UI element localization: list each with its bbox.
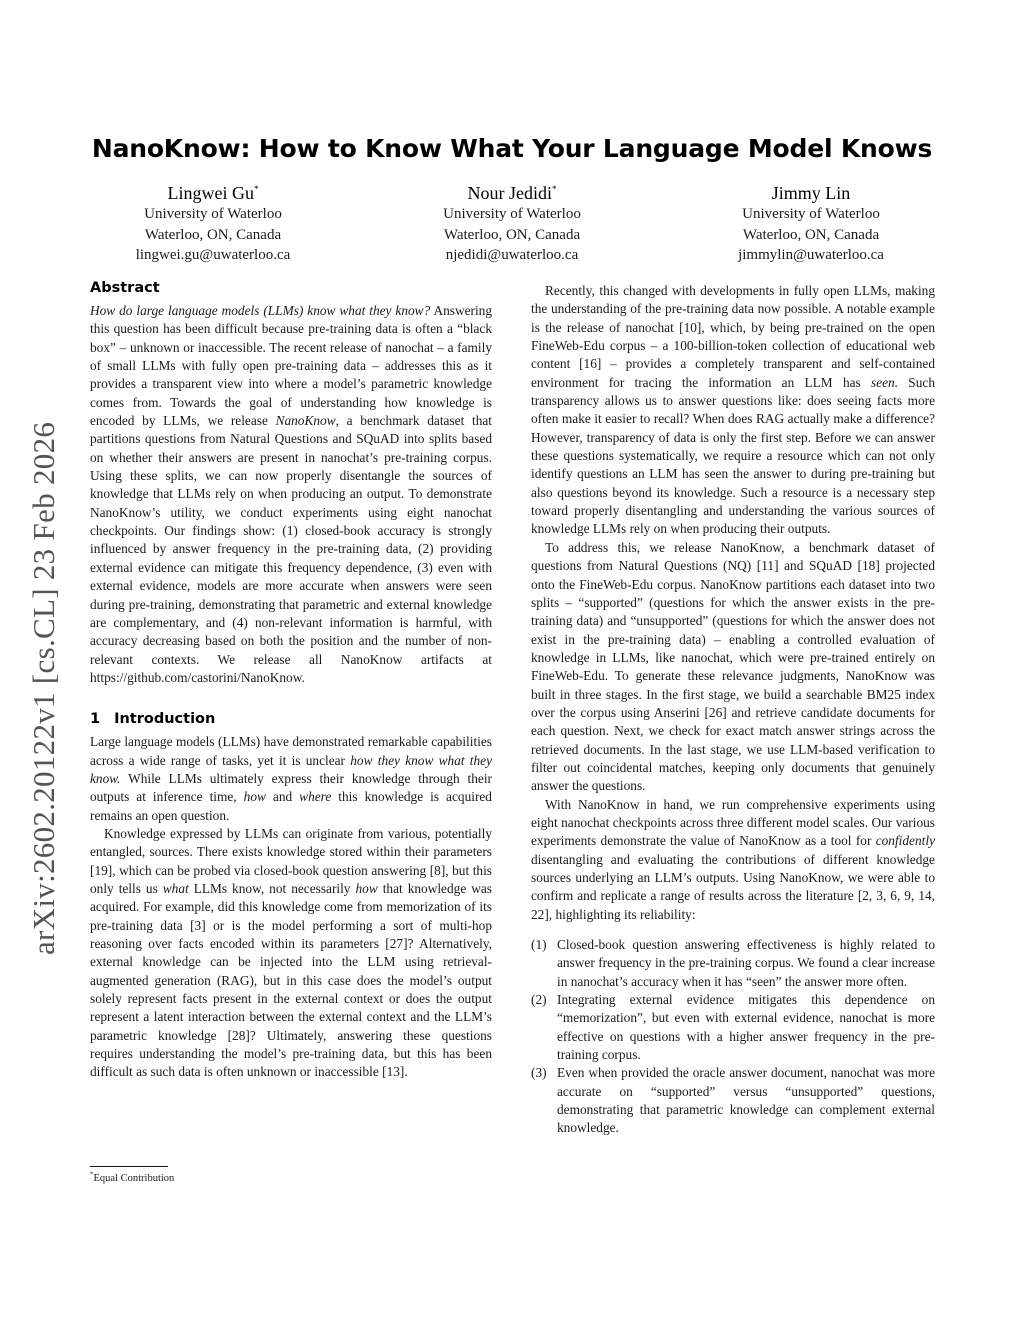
- left-column: [90, 278, 492, 1082]
- author-1: [88, 182, 338, 266]
- author-name: Nour Jedidi*: [467, 183, 557, 203]
- author-location: Waterloo, ON, Canada: [443, 226, 581, 243]
- paper-title: NanoKnow: How to Know What Your Language Model Knows: [91, 134, 933, 163]
- author-email: lingwei.gu@uwaterloo.ca: [135, 247, 291, 263]
- abstract-text: How do large language models (LLMs) know what they know? Answering this question has been difficult because pre-training data is often a “black box” – unknown or inaccessible. The recent release of nanochat – a family of small LLMs with fully open pre-training data – addresses this as it provides a transparent view into where a model’s parametric knowledge comes from. Towards the goal of understanding how knowledge is encoded by LLMs, we release NanoKnow, a benchmark dataset that partitions questions from Natural Questions and SQuAD into splits based on whether their answers are present in nanochat’s pre-training corpus. Using these splits, we can now properly disentangle the sources of knowledge that LLMs rely on when producing an output. To demonstrate NanoKnow’s utility, we conduct experiments using eight nanochat checkpoints. Our findings show: (1) closed-book accuracy is strongly influenced by answer frequency in the pre-training data, (2) providing external evidence can mitigate this frequency dependence, (3) even with external evidence, models are more accurate when answers were seen during pre-training, demonstrating that parametric and external knowledge are complementary, and (4) non-relevant information is harmful, with accuracy decreasing based on both the position and the number of non-relevant contexts. We release all NanoKnow artifacts at https://github.com/castorini/NanoKnow.: [90, 303, 492, 685]
- footnote: [90, 1166, 490, 1185]
- intro-paragraph-4: To address this, we release NanoKnow, a benchmark dataset of questions from Natural Questions (NQ) [11] and SQuAD [18] projected onto the FineWeb-Edu corpus. NanoKnow partitions each dataset into two splits – “supported” (questions for which the answer exists in the pre-training data) and “unsupported” (questions for which the answer does not exist in the pre-training data) – enabling a controlled evaluation of knowledge in LLMs, like nanochat, which were pre-trained entirely on FineWeb-Edu. To generate these relevance judgments, NanoKnow was built in three stages. In the first stage, we build a searchable BM25 index over the corpus using Anserini [26] and retrieve candidate documents for each question. Next, we check for exact match answer strings across the retrieved documents. In the last stage, we use LLM-based verification to filter out coincidental matches, keeping only documents that genuinely answer the questions.: [531, 539, 935, 794]
- intro-paragraph-1: Large language models (LLMs) have demonstrated remarkable capabilities across a wide range of tasks, yet it is unclear how they know what they know. While LLMs ultimately express their knowledge through their outputs at inference time, how and where this knowledge is acquired remains an open question.: [90, 734, 493, 823]
- author-location: Waterloo, ON, Canada: [144, 226, 282, 243]
- author-email: njedidi@uwaterloo.ca: [445, 247, 579, 263]
- list-item: (1) Closed-book question answering effectiveness is highly related to answer frequency in the pre-training corpus. We found a clear increase in nanochat’s accuracy when it has “seen” the answer more often.: [531, 937, 935, 989]
- author-affiliation: University of Waterloo: [443, 206, 581, 222]
- findings-list: [531, 936, 935, 1138]
- author-2: [387, 182, 637, 266]
- right-column: [531, 282, 935, 1138]
- author-location: Waterloo, ON, Canada: [742, 226, 880, 243]
- author-name: Lingwei Gu*: [167, 183, 259, 203]
- list-item: (3) Even when provided the oracle answer document, nanochat was more accurate on “supported” versus “unsupported” questions, demonstrating that parametric knowledge can complement external knowledge.: [531, 1065, 935, 1136]
- footnote-text: *Equal Contribution: [90, 1170, 175, 1184]
- author-3: [686, 182, 936, 266]
- intro-paragraph-5: With NanoKnow in hand, we run comprehensive experiments using eight nanochat checkpoints across three different model scales. Our various experiments demonstrate the value of NanoKnow as a tool for confidently disentangling and evaluating the contributions of different knowledge sources underlying an LLM’s outputs. Using NanoKnow, we were able to confirm and replicate a range of results across the literature [2, 3, 6, 9, 14, 22], highlighting its reliability:: [531, 796, 935, 922]
- list-item: (2) Integrating external evidence mitigates this dependence on “memorization”, but even with external evidence, nanochat is more effective on questions with a higher answer frequency in the pre-training corpus.: [531, 992, 935, 1063]
- arxiv-identifier: arXiv:2602.20122v1 [cs.CL] 23 Feb 2026: [26, 421, 61, 955]
- section-heading-introduction: 1 Introduction: [90, 711, 216, 728]
- author-affiliation: University of Waterloo: [144, 206, 282, 222]
- author-name: Jimmy Lin: [771, 183, 851, 203]
- author-block: [88, 182, 936, 268]
- intro-paragraph-3: Recently, this changed with developments in fully open LLMs, making the understanding of the pre-training data now possible. A notable example is the release of nanochat [10], which, by being pre-trained on the open FineWeb-Edu corpus – a 100-billion-token collection of educational web content [16] – provides a completely transparent and self-contained environment for tracing the information an LLM has seen. Such transparency allows us to answer questions like: does seeing facts more often make it easier to recall? When does RAG actually make a difference? However, transparency of data is only the first step. Before we can answer these questions systematically, we require a resource which can not only identify questions an LLM has seen the answer to during pre-training but also questions beyond its knowledge. Such a resource is a necessary step toward properly disentangling and understanding the various sources of knowledge LLMs rely on when producing their outputs.: [531, 283, 935, 537]
- footnote-rule: [90, 1166, 168, 1167]
- author-email: jimmylin@uwaterloo.ca: [738, 247, 884, 263]
- intro-paragraph-2: Knowledge expressed by LLMs can originate from various, potentially entangled, sources. There exists knowledge stored within their parameters [19], which can be probed via closed-book question answering [8], but this only tells us what LLMs know, not necessarily how that knowledge was acquired. For example, did this knowledge come from memorization of its pre-training data [3] or is the model performing a sort of multi-hop reasoning over facts encoded within its parameters [27]? Alternatively, external knowledge can be injected into the LLM using retrieval-augmented generation (RAG), but in this case does the model’s output solely represent facts present in the external context or does the output represent a latent interaction between the external context and the LLM’s parametric knowledge [28]? Ultimately, answering these questions requires understanding the model’s pre-training data, but this has been difficult as such data is often unknown or inaccessible [13].: [90, 825, 492, 1080]
- abstract-heading: Abstract: [90, 280, 160, 296]
- author-affiliation: University of Waterloo: [742, 206, 880, 222]
